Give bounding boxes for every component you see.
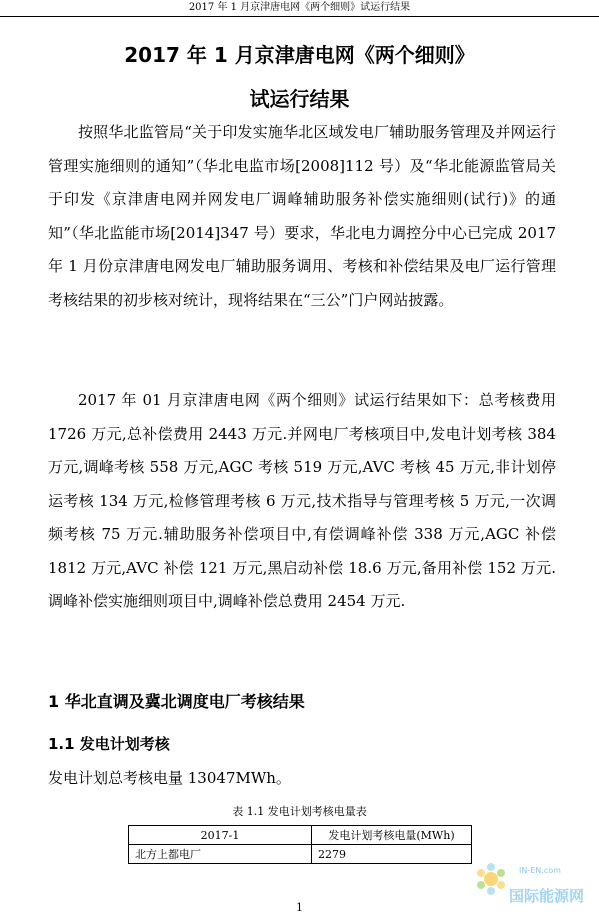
section-heading-1: 1 华北直调及冀北调度电厂考核结果 xyxy=(48,692,305,711)
sun-flower-icon xyxy=(477,863,505,895)
table-header-cell: 2017-1 xyxy=(129,826,312,845)
watermark-sub-text: IN-EN.com xyxy=(519,866,561,875)
intro-paragraph: 按照华北监管局“关于印发实施华北区域发电厂辅助服务管理及并网运行管理实施细则的通知”（华北电监市场[2008]112 号）及“华北能源监管局关于印发《京津唐电网并网发电厂调峰辅助服务补偿实施细则(试行)》的通知”（华北监能市场[2014]347 号）要求，华北电力调控分中心已完成 2017 年 1 月份京津唐电网发电厂辅助服务调用、考核和补偿结果及电厂运行管理考核结果的初步核对统计，现将结果在“三公”门户网站披露。 xyxy=(48,123,556,309)
table-row xyxy=(129,845,472,864)
table-header-row xyxy=(129,826,472,845)
document-title xyxy=(0,40,599,114)
table-caption: 表 1.1 发电计划考核电量表 xyxy=(232,805,367,818)
table-cell-plant: 北方上都电厂 xyxy=(129,845,312,864)
running-header: 2017 年 1 月京津唐电网《两个细则》试运行结果 xyxy=(0,0,599,17)
section-1-1-text: 发电计划总考核电量 13047MWh。 xyxy=(48,769,291,787)
section-heading-1-1: 1.1 发电计划考核 xyxy=(48,735,170,753)
watermark-logo xyxy=(471,857,591,911)
title-line-2: 试运行结果 xyxy=(249,87,350,111)
table-header-cell: 发电计划考核电量(MWh) xyxy=(312,826,472,845)
watermark-main-text: 国际能源网 xyxy=(509,887,585,905)
plan-assessment-table xyxy=(128,825,472,864)
page-number: 1 xyxy=(296,901,303,914)
summary-paragraph: 2017 年 01 月京津唐电网《两个细则》试运行结果如下：总考核费用 1726 万元,总补偿费用 2443 万元.并网电厂考核项目中,发电计划考核 384 万元,调峰考核 558 万元,AGC 考核 519 万元,AVC 考核 45 万元,非计划停运考核 134 万元,检修管理考核 6 万元,技术指导与管理考核 5 万元,一次调频考核 75 万元.辅助服务补偿项目中,有偿调峰补偿 338 万元,AGC 补偿 1812 万元,AVC 补偿 121 万元,黑启动补偿 18.6 万元,备用补偿 152 万元.调峰补偿实施细则项目中,调峰补偿总费用 2454 万元. xyxy=(48,391,556,610)
table-cell-value: 2279 xyxy=(312,845,472,864)
title-line-1: 2017 年 1 月京津唐电网《两个细则》 xyxy=(124,43,475,67)
